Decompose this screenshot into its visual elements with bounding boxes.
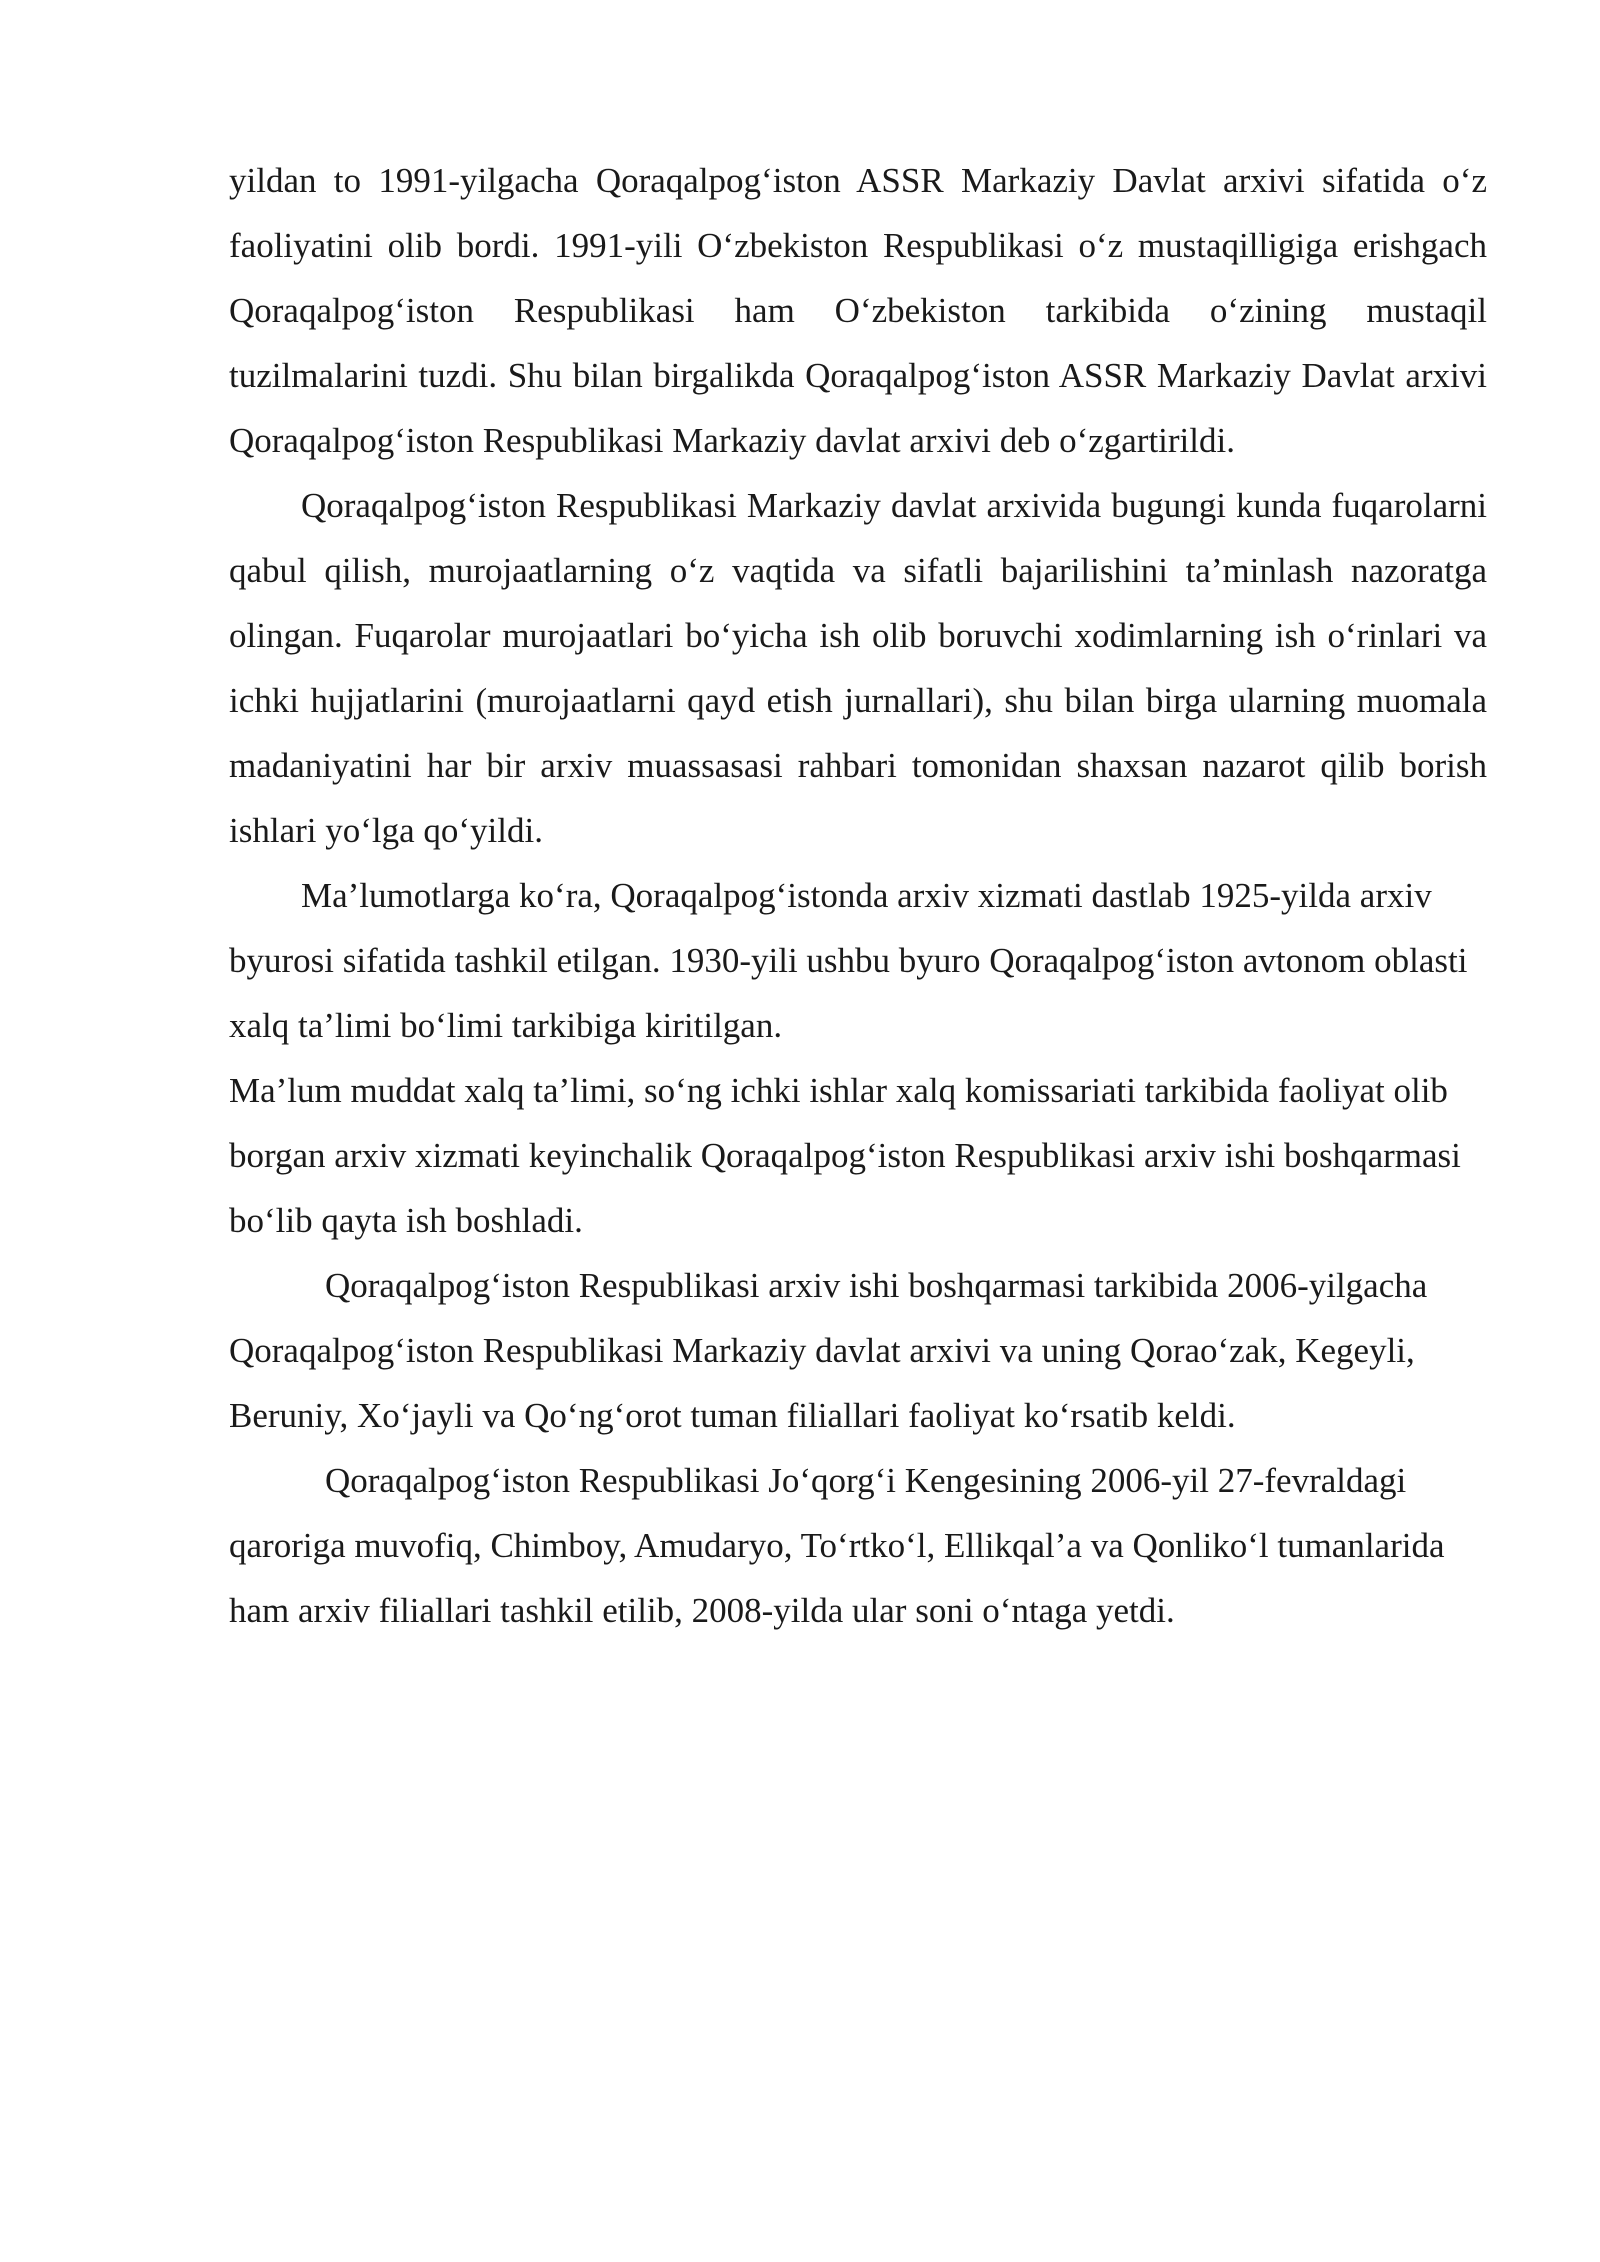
paragraph-3: Ma’lumotlarga ko‘ra, Qoraqalpog‘istonda arxiv xizmati dastlab 1925-yilda arxiv byurosi sifatida tashkil etilgan. 1930-yili ushbu byuro Qoraqalpog‘iston avtonom oblasti xalq ta’limi bo‘limi tarkibiga kiritilgan.: [229, 876, 1468, 1045]
paragraph-4: Ma’lum muddat xalq ta’limi, so‘ng ichki ishlar xalq komissariati tarkibida faoliyat olib borgan arxiv xizmati keyinchalik Qoraqalpog‘iston Respublikasi arxiv ishi boshqarmasi bo‘lib qayta ish boshladi.: [229, 1071, 1461, 1240]
body-text: [229, 148, 1487, 1643]
paragraph-2: Qoraqalpog‘iston Respublikasi Markaziy davlat arxivida bugungi kunda fuqarolarni qabul qilish, murojaatlarning o‘z vaqtida va sifatli bajarilishini ta’minlash nazoratga olingan. Fuqarolar murojaatlari bo‘yicha ish olib boruvchi xodimlarning ish o‘rinlari va ichki hujjatlarini (murojaatlarni qayd etish jurnallari), shu bilan birga ularning muomala madaniyatini har bir arxiv muassasasi rahbari tomonidan shaxsan nazarot qilib borish ishlari yo‘lga qo‘yildi.: [229, 486, 1487, 850]
paragraph-6: Qoraqalpog‘iston Respublikasi Jo‘qorg‘i Kengesining 2006-yil 27-fevraldagi qaroriga muvofiq, Chimboy, Amudaryo, To‘rtko‘l, Ellikqal’a va Qonliko‘l tumanlarida ham arxiv filiallari tashkil etilib, 2008-yilda ular soni o‘ntaga yetdi.: [229, 1461, 1445, 1630]
paragraph-1: yildan to 1991-yilgacha Qoraqalpog‘iston ASSR Markaziy Davlat arxivi sifatida o‘z faoliyatini olib bordi. 1991-yili O‘zbekiston Respublikasi o‘z mustaqilligiga erishgach Qoraqalpog‘iston Respublikasi ham O‘zbekiston tarkibida o‘zining mustaqil tuzilmalarini tuzdi. Shu bilan birgalikda Qoraqalpog‘iston ASSR Markaziy Davlat arxivi Qoraqalpog‘iston Respublikasi Markaziy davlat arxivi deb o‘zgartirildi.: [229, 161, 1487, 460]
paragraph-5: Qoraqalpog‘iston Respublikasi arxiv ishi boshqarmasi tarkibida 2006-yilgacha Qoraqalpog‘iston Respublikasi Markaziy davlat arxivi va uning Qorao‘zak, Kegeyli, Beruniy, Xo‘jayli va Qo‘ng‘orot tuman filiallari faoliyat ko‘rsatib keldi.: [229, 1266, 1428, 1435]
